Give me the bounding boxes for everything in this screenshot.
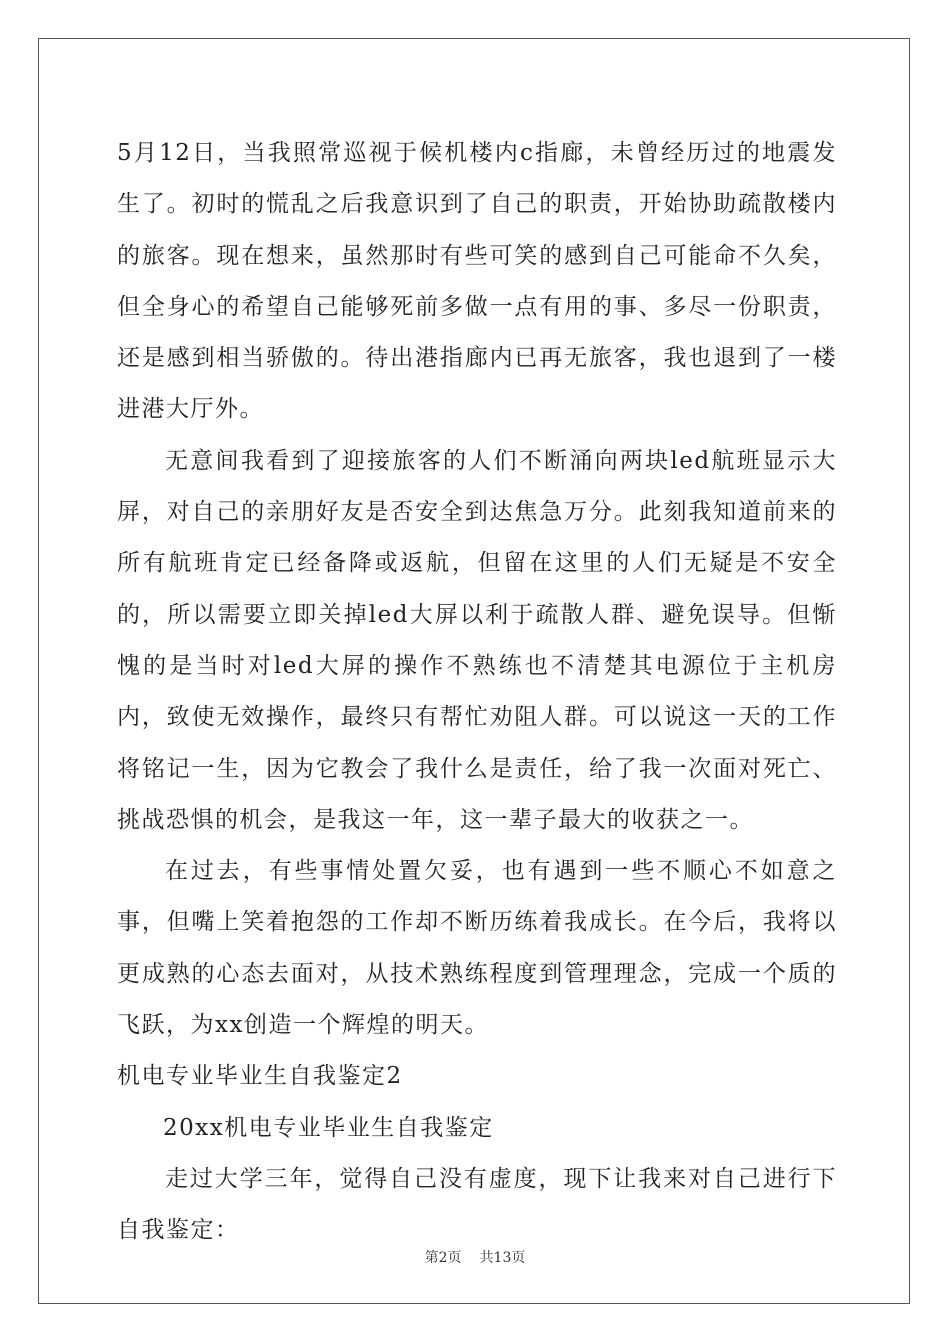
paragraph-self-appraisal-intro: 走过大学三年，觉得自己没有虚度，现下让我来对自己进行下自我鉴定：	[117, 1165, 837, 1244]
paragraph-earthquake: 5月12日，当我照常巡视于候机楼内c指廊，未曾经历过的地震发生了。初时的慌乱之后我意识到了自己的职责，开始协助疏散楼内的旅客。现在想来，虽然那时有些可笑的感到自己可能命不久矣，但全身心的希望自己能够死前多做一点有用的事、多尽一份职责，还是感到相当骄傲的。待出港指廊内已再无旅客，我也退到了一楼进港大厅外。	[117, 140, 837, 423]
section-subheading: 20xx机电专业毕业生自我鉴定	[163, 1114, 494, 1141]
section-heading: 机电专业毕业生自我鉴定2	[117, 1063, 403, 1090]
document-body	[117, 128, 837, 1257]
page-total: 共13页	[479, 1250, 526, 1266]
paragraph-led-screen: 无意间我看到了迎接旅客的人们不断涌向两块led航班显示大屏，对自己的亲朋好友是否安全到达焦急万分。此刻我知道前来的所有航班肯定已经备降或返航，但留在这里的人们无疑是不安全的，所以需要立即关掉led大屏以利于疏散人群、避免误导。但惭愧的是当时对led大屏的操作不熟练也不清楚其电源位于主机房内，致使无效操作，最终只有帮忙劝阻人群。可以说这一天的工作将铭记一生，因为它教会了我什么是责任，给了我一次面对死亡、挑战恐惧的机会，是我这一年，这一辈子最大的收获之一。	[117, 447, 837, 833]
page-number: 第2页	[424, 1250, 462, 1266]
page-footer	[0, 1247, 950, 1267]
paragraph-future: 在过去，有些事情处置欠妥，也有遇到一些不顺心不如意之事，但嘴上笑着抱怨的工作却不断历练着我成长。在今后，我将以更成熟的心态去面对，从技术熟练程度到管理理念，完成一个质的飞跃，为xx创造一个辉煌的明天。	[117, 858, 837, 1039]
